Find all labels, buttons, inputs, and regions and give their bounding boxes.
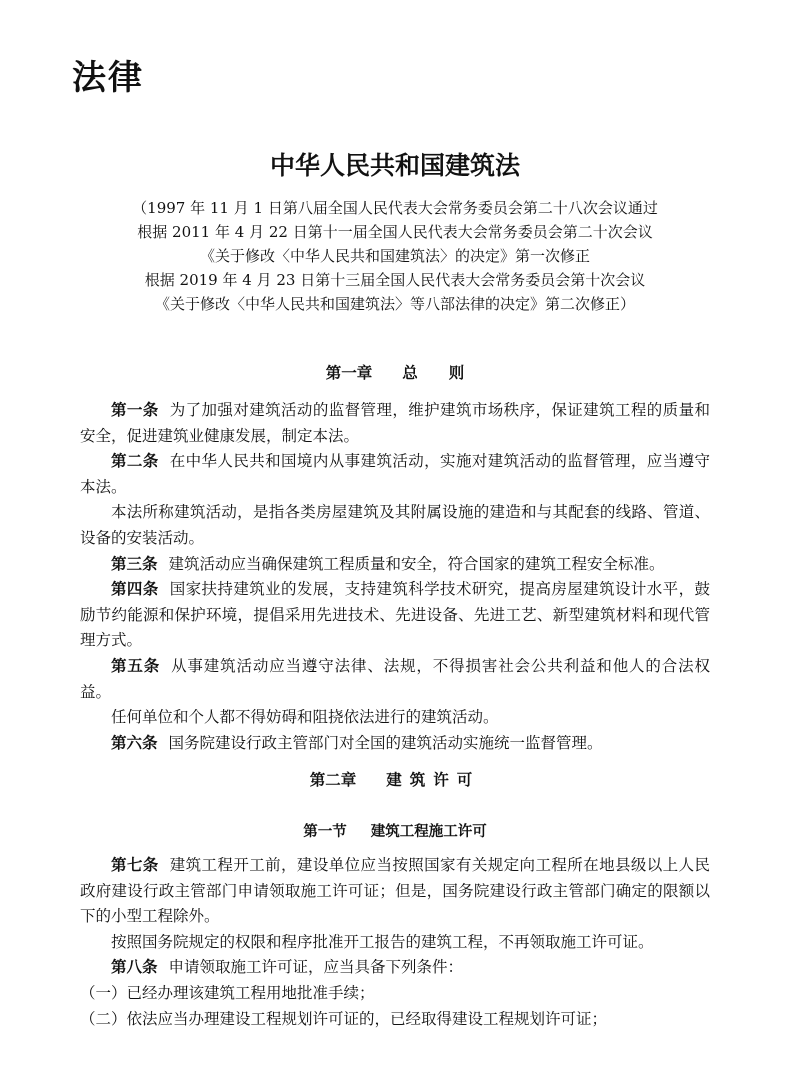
article-number: 第六条	[111, 733, 158, 752]
article-paragraph	[80, 398, 710, 449]
article-text: 在中华人民共和国境内从事建筑活动，实施对建筑活动的监督管理，应当遵守本法。	[80, 452, 710, 496]
chapter-number: 第一章	[325, 364, 373, 382]
article-number: 第四条	[111, 580, 159, 599]
article-text: 申请领取施工许可证，应当具备下列条件：	[168, 958, 464, 977]
history-line: （1997 年 11 月 1 日第八届全国人民代表大会常务委员会第二十八次会议通过	[132, 199, 658, 217]
article-number: 第三条	[111, 554, 158, 573]
section-name: 建筑工程施工许可	[370, 823, 487, 840]
article-number: 第一条	[111, 401, 159, 419]
chapter-2-heading	[0, 768, 790, 790]
article-number: 第七条	[111, 856, 159, 874]
article-paragraph	[80, 705, 710, 731]
amendment-history	[0, 196, 790, 316]
article-paragraph	[80, 955, 710, 981]
article-paragraph	[80, 731, 710, 757]
article-text: 国务院建设行政主管部门对全国的建筑活动实施统一监督管理。	[168, 733, 603, 752]
chapter-number: 第二章	[309, 771, 357, 789]
chapter-name: 总 则	[402, 364, 465, 382]
history-line: 《关于修改〈中华人民共和国建筑法〉的决定》第一次修正	[199, 247, 590, 265]
article-text: 按照国务院规定的权限和程序批准开工报告的建筑工程，不再领取施工许可证。	[111, 932, 654, 951]
article-paragraph	[80, 500, 710, 551]
article-number: 第五条	[111, 656, 161, 675]
article-paragraph	[80, 853, 710, 930]
chapter-2-body	[80, 853, 710, 1032]
history-line: 《关于修改〈中华人民共和国建筑法〉等八部法律的决定》第二次修正）	[154, 295, 635, 313]
article-number: 第八条	[111, 958, 158, 977]
condition-item: （一）已经办理该建筑工程用地批准手续；	[80, 983, 375, 1002]
chapter-name: 建筑许可	[386, 771, 481, 789]
article-paragraph	[80, 577, 710, 654]
article-text: 本法所称建筑活动，是指各类房屋建筑及其附属设施的建造和与其配套的线路、管道、设备的安装活动。	[80, 503, 710, 547]
article-paragraph	[80, 449, 710, 500]
article-text: 任何单位和个人都不得妨碍和阻挠依法进行的建筑活动。	[111, 708, 499, 727]
article-paragraph	[80, 930, 710, 956]
article-paragraph	[80, 654, 710, 705]
article-text: 为了加强对建筑活动的监督管理，维护建筑市场秩序，保证建筑工程的质量和安全，促进建筑业健康发展，制定本法。	[80, 401, 710, 445]
section-number: 第一节	[303, 823, 347, 840]
chapter-1-body	[80, 398, 710, 756]
category-heading: 法律	[72, 58, 144, 98]
article-text: 国家扶持建筑业的发展，支持建筑科学技术研究，提高房屋建筑设计水平，鼓励节约能源和保护环境，提倡采用先进技术、先进设备、先进工艺、新型建筑材料和现代管理方式。	[80, 580, 710, 650]
law-title: 中华人民共和国建筑法	[269, 151, 520, 180]
article-text: 建筑活动应当确保建筑工程质量和安全，符合国家的建筑工程安全标准。	[168, 554, 665, 573]
article-text: 从事建筑活动应当遵守法律、法规，不得损害社会公共利益和他人的合法权益。	[80, 656, 710, 701]
article-paragraph	[80, 552, 710, 578]
chapter-1-heading	[0, 361, 790, 383]
article-number: 第二条	[111, 452, 159, 471]
article-text: 建筑工程开工前，建设单位应当按照国家有关规定向工程所在地县级以上人民政府建设行政主管部门申请领取施工许可证；但是，国务院建设行政主管部门确定的限额以下的小型工程除外。	[80, 856, 710, 926]
section-1-heading	[0, 820, 790, 841]
history-line: 根据 2011 年 4 月 22 日第十一届全国人民代表大会常务委员会第二十次会议	[137, 223, 653, 241]
condition-item: （二）依法应当办理建设工程规划许可证的，已经取得建设工程规划许可证；	[80, 1009, 608, 1028]
history-line: 根据 2019 年 4 月 23 日第十三届全国人民代表大会常务委员会第十次会议	[144, 271, 646, 289]
